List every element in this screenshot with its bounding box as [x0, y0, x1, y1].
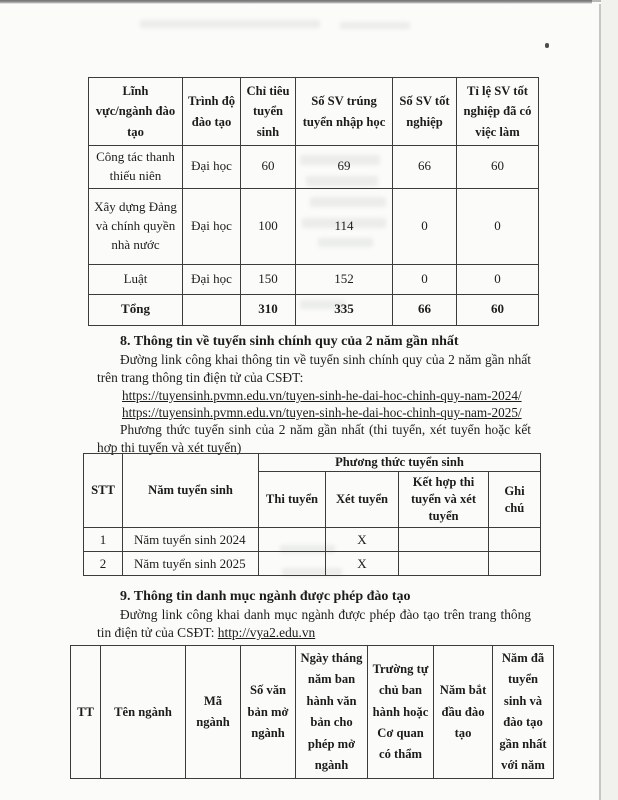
table-row — [89, 146, 539, 189]
col-header-ghi-chu: Ghi chú — [489, 472, 541, 528]
cell-employed: 0 — [457, 264, 539, 294]
cell-thi — [259, 528, 326, 552]
cell-ghichu — [489, 528, 541, 552]
cell-field: Luật — [89, 264, 183, 294]
cell-graduated: 0 — [393, 264, 457, 294]
cell-year: Năm tuyển sinh 2025 — [123, 552, 259, 576]
licensed-programs-table — [70, 645, 554, 779]
cell-employed: 60 — [457, 294, 539, 325]
col-header-ket-hop: Kết hợp thi tuyển và xét tuyển — [399, 472, 489, 528]
cell-year: Năm tuyển sinh 2024 — [123, 528, 259, 552]
col-header-thi-tuyen: Thi tuyển — [259, 472, 326, 528]
section-9-paragraph — [97, 606, 531, 642]
link-vya2[interactable]: http://vya2.edu.vn — [217, 625, 316, 640]
table-row — [89, 188, 539, 264]
table-total-row — [89, 294, 539, 325]
col-header-year: Năm tuyển sinh — [123, 454, 259, 528]
cell-quota: 100 — [241, 188, 296, 264]
scan-bleed-artifact — [340, 22, 410, 29]
table-row — [89, 264, 539, 294]
col-header-graduated: Số SV tốt nghiệp — [393, 78, 457, 146]
table-header-row — [71, 646, 554, 779]
cell-quota: 310 — [241, 294, 296, 325]
col-header-stt: STT — [84, 454, 123, 528]
col-header-method-group: Phương thức tuyển sinh — [259, 454, 541, 472]
cell-admitted: 114 — [296, 188, 393, 264]
paper-edge-line — [599, 4, 601, 800]
cell-ghichu — [489, 552, 541, 576]
cell-level: Đại học — [183, 146, 241, 189]
col-header-ngay-ban-hanh: Ngày tháng năm ban hành văn bản cho phép mở ngành — [296, 646, 368, 779]
table-header-row — [84, 454, 541, 472]
cell-xet-mark: X — [326, 528, 399, 552]
cell-field: Công tác thanh thiếu niên — [89, 146, 183, 189]
col-header-truong-tu-chu: Trường tự chủ ban hành hoặc Cơ quan có thẩm — [368, 646, 434, 779]
col-header-ten-nganh: Tên ngành — [101, 646, 186, 779]
col-header-field: Lĩnh vực/ngành đào tạo — [89, 78, 183, 146]
section-9-heading: 9. Thông tin danh mục ngành được phép đào tạo — [120, 589, 411, 604]
cell-graduated: 0 — [393, 188, 457, 264]
cell-admitted: 335 — [296, 294, 393, 325]
col-header-xet-tuyen: Xét tuyển — [326, 472, 399, 528]
table-row — [84, 528, 541, 552]
scanner-top-edge-artifact — [0, 0, 592, 4]
cell-xet-mark: X — [326, 552, 399, 576]
cell-admitted: 69 — [296, 146, 393, 189]
col-header-admitted: Số SV trúng tuyển nhập học — [296, 78, 393, 146]
section-8-paragraph: Đường link công khai thông tin về tuyển sinh chính quy của 2 năm gần nhất trên trang thông tin điện tử của CSĐT: — [97, 352, 531, 385]
ink-speck-artifact — [545, 43, 549, 48]
col-header-nam-bat-dau: Năm bắt đầu đào tạo — [434, 646, 493, 779]
cell-total-label: Tổng — [89, 294, 183, 325]
cell-stt: 1 — [84, 528, 123, 552]
col-header-quota: Chỉ tiêu tuyển sinh — [241, 78, 296, 146]
cell-employed: 0 — [457, 188, 539, 264]
col-header-ma-nganh: Mã ngành — [186, 646, 241, 779]
section-9-paragraph-text: Đường link công khai danh mục ngành được phép đào tạo trên trang thông tin điện tử của CSĐT: — [97, 607, 531, 640]
cell-thi — [259, 552, 326, 576]
cell-stt: 2 — [84, 552, 123, 576]
section-8-paragraph-2: Phương thức tuyển sinh của 2 năm gần nhất (thi tuyển, xét tuyển hoặc kết hợp thi tuyển và xét tuyển) — [97, 422, 531, 455]
enrollment-stats-table — [88, 77, 539, 326]
cell-quota: 60 — [241, 146, 296, 189]
col-header-employed: Tỉ lệ SV tốt nghiệp đã có việc làm — [457, 78, 539, 146]
cell-kethop — [399, 552, 489, 576]
col-header-tt: TT — [71, 646, 101, 779]
cell-quota: 150 — [241, 264, 296, 294]
cell-employed: 60 — [457, 146, 539, 189]
cell-level: Đại học — [183, 264, 241, 294]
cell-level: Đại học — [183, 188, 241, 264]
section-8-heading: 8. Thông tin về tuyển sinh chính quy của 2 năm gần nhất — [120, 334, 459, 349]
link-tuyensinh-2025[interactable]: https://tuyensinh.pvmn.edu.vn/tuyen-sinh-he-dai-hoc-chinh-quy-nam-2025/ — [122, 405, 522, 420]
cell-admitted: 152 — [296, 264, 393, 294]
paper-edge-margin — [601, 0, 618, 800]
table-header-row — [89, 78, 539, 146]
col-header-nam-da-tuyen-sinh: Năm đã tuyển sinh và đào tạo gần nhất với năm — [493, 646, 554, 779]
cell-graduated: 66 — [393, 146, 457, 189]
admission-method-table — [83, 453, 541, 576]
cell-level — [183, 294, 241, 325]
cell-graduated: 66 — [393, 294, 457, 325]
scan-bleed-artifact — [140, 20, 320, 28]
cell-kethop — [399, 528, 489, 552]
link-tuyensinh-2024[interactable]: https://tuyensinh.pvmn.edu.vn/tuyen-sinh-he-dai-hoc-chinh-quy-nam-2024/ — [122, 388, 522, 403]
col-header-level: Trình độ đào tạo — [183, 78, 241, 146]
table-row — [84, 552, 541, 576]
col-header-so-van-ban: Số văn bản mở ngành — [241, 646, 296, 779]
cell-field: Xây dựng Đảng và chính quyền nhà nước — [89, 188, 183, 264]
